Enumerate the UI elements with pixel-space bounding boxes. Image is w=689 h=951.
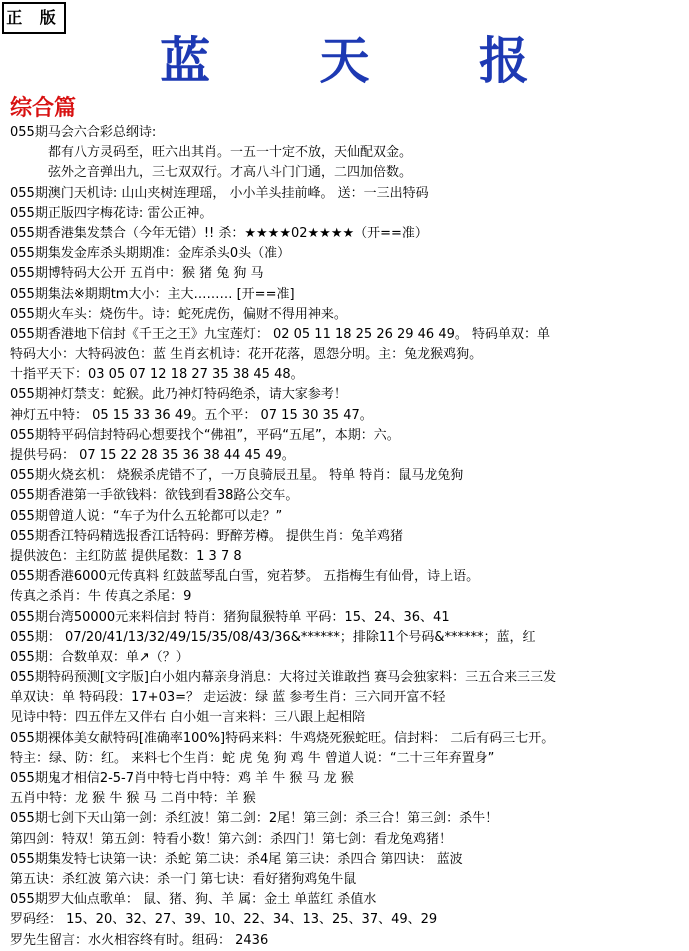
text-line: 十指平天下：03 05 07 12 18 27 35 38 45 48。 — [10, 367, 304, 383]
text-line: 055期罗大仙点歌单： 鼠、猪、狗、羊 属：金土 单蓝红 杀值水 — [10, 892, 377, 908]
text-line: 055期博特码大公开 五肖中：猴 猪 兔 狗 马 — [10, 266, 264, 282]
newspaper-title: 蓝 天 报 — [160, 31, 575, 90]
text-line: 055期鬼才相信2-5-7肖中特七肖中特：鸡 羊 牛 猴 马 龙 猴 — [10, 771, 354, 786]
text-line: 特码大小：大特码波色：蓝 生肖玄机诗：花开花落，恩怨分明。主：兔龙猴鸡狗。 — [10, 347, 483, 363]
article-body — [10, 123, 685, 951]
text-line: 弦外之音弹出九，三七双双行。才高八斗门门通，二四加倍数。 — [48, 165, 413, 181]
text-line: 罗先生留言：水火相容终有时。组码： 2436 — [10, 932, 269, 948]
text-line: 055期集发金库杀头期期准：金库杀头0头（准） — [10, 246, 291, 262]
text-line: 055期火烧玄机： 烧猴杀虎错不了，一万良骑辰丑星。 特单 特肖：鼠马龙兔狗 — [10, 468, 464, 484]
text-line: 055期香港6000元传真料 红鼓蓝琴乱白雪，宛若梦。 五指梅生有仙骨，诗上语。 — [10, 569, 480, 585]
text-line: 055期裸体美女献特码[准确率100%]特码来料：牛鸡烧死猴蛇旺。信封料： 二后有码三七开。 — [10, 730, 555, 746]
text-line: 传真之杀肖：牛 传真之杀尾：9 — [10, 589, 192, 605]
text-line: 第五诀：杀红波 第六诀：杀一门 第七诀：看好猪狗鸡兔牛鼠 — [10, 871, 357, 887]
text-line: 055期：合数单双：单↗（？） — [10, 649, 189, 665]
text-line: 都有八方灵码至，旺六出其肖。一五一十定不放，天仙配双金。 — [48, 145, 413, 161]
section-heading: 综合篇 — [10, 95, 77, 121]
text-line: 055期神灯禁支：蛇猴。此乃神灯特码绝杀，请大家参考！ — [10, 387, 347, 403]
text-line: 罗码经： 15、20、32、27、39、10、22、34、13、25、37、49、29 — [10, 912, 438, 928]
text-line: 055期马会六合彩总纲诗: — [10, 125, 157, 140]
text-line: 055期曾道人说：“车子为什么五轮都可以走？” — [10, 508, 283, 524]
text-line: 055期集法※期期tm大小：主大……… [开==准] — [10, 286, 295, 302]
text-line: 神灯五中特： 05 15 33 36 49。五个平： 07 15 30 35 47。 — [10, 407, 373, 423]
text-line: 见诗中特：四五伴左又伴右 白小姐一言来料：三八跟上起相陪 — [10, 710, 366, 726]
text-line: 特主：绿、防：红。 来料七个生肖：蛇 虎 兔 狗 鸡 牛 曾道人说：“二十三年弃置身” — [10, 750, 495, 766]
text-line: 055期台湾50000元来料信封 特肖：猪狗鼠猴特单 平码：15、24、36、41 — [10, 609, 450, 625]
text-line: 055期： 07/20/41/13/32/49/15/35/08/43/36&******；排除11个号码&******；蓝，红 — [10, 629, 536, 645]
text-line: 055期火车头：烧伤牛。诗：蛇死虎伤，偏财不得用神来。 — [10, 306, 347, 322]
text-line: 055期香港第一手欲钱料：欲钱到看38路公交车。 — [10, 488, 299, 504]
text-line: 055期集发特七诀第一诀：杀蛇 第二诀：杀4尾 第三诀：杀四合 第四诀： 蓝波 — [10, 851, 463, 867]
text-line: 055期澳门天机诗: 山山夹树连理瑶， 小小羊头挂前峰。 送：一三出特码 — [10, 185, 429, 201]
text-line: 提供波色：主红防蓝 提供尾数：1 3 7 8 — [10, 548, 242, 564]
text-line: 055期香港集发禁合（今年无错）!! 杀：★★★★02★★★★（开==准） — [10, 225, 428, 241]
text-line: 055期特平码信封特码心想要找个“佛祖”，平码“五尾”，本期：六。 — [10, 427, 400, 443]
text-line: 提供号码： 07 15 22 28 35 36 38 44 45 49。 — [10, 448, 295, 463]
text-line: 055期正版四字梅花诗: 雷公正神。 — [10, 205, 213, 221]
text-line: 五肖中特：龙 猴 牛 猴 马 二肖中特：羊 猴 — [10, 791, 256, 807]
text-line: 055期香江特码精选报香江话特码：野醉芳樽。 提供生肖：兔羊鸡猪 — [10, 528, 403, 544]
text-line: 055期香港地下信封《千王之王》九宝莲灯： 02 05 11 18 25 26 29 46 49。 特码单双：单 — [10, 326, 551, 342]
text-line: 055期特码预测[文字版]白小姐内幕亲身消息：大将过关谁敢挡 赛马会独家料：三五合来三三发 — [10, 670, 557, 686]
text-line: 第四剑：特双！第五剑：特看小数！第六剑：杀四门！第七剑：看龙兔鸡猪！ — [10, 831, 453, 847]
text-line: 单双诀：单 特码段：17+03=？ 走运波：绿 蓝 参考生肖：三六同开富不轻 — [10, 690, 446, 706]
text-line: 055期七剑下天山第一剑：杀红波！第二剑：2尾！第三剑：杀三合！第三剑：杀牛！ — [10, 811, 499, 827]
edition-badge: 正 版 — [2, 2, 66, 34]
